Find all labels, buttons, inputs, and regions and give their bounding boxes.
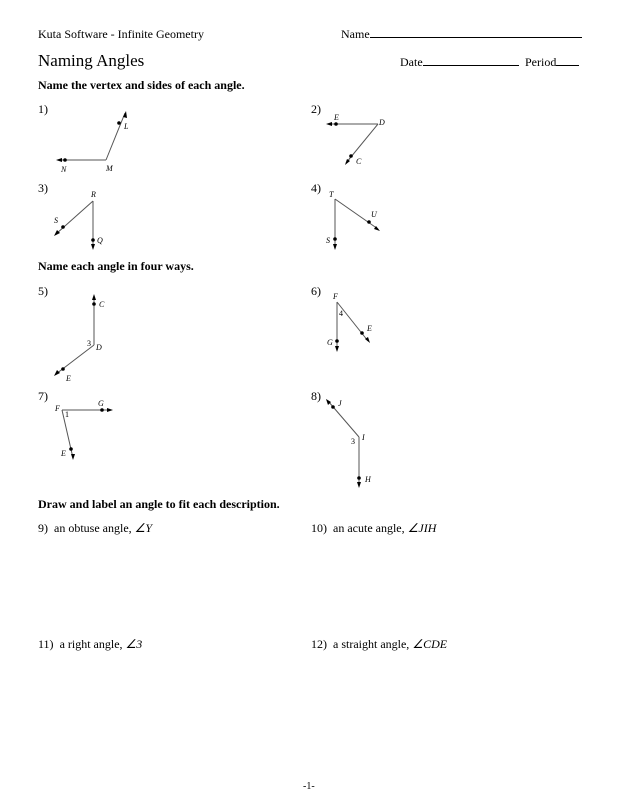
page-title: Naming Angles — [38, 51, 145, 70]
problem-text: a right angle, — [59, 637, 123, 651]
period-label: Period — [525, 55, 557, 69]
angle-number: 3 — [87, 339, 91, 348]
label-vertex: F — [55, 404, 60, 413]
label-e: E — [367, 324, 372, 333]
label-vertex: D — [96, 343, 102, 352]
label-j: J — [338, 399, 342, 408]
label-g: G — [327, 338, 333, 347]
problem-12 — [311, 637, 447, 652]
publisher-line: Kuta Software - Infinite Geometry — [38, 27, 204, 41]
problem-number: 12) — [311, 637, 327, 651]
label-u: U — [371, 210, 377, 219]
label-vertex: T — [329, 190, 334, 199]
angle-name: ∠3 — [125, 637, 143, 651]
problem-11 — [38, 637, 142, 652]
label-h: H — [365, 475, 371, 484]
problem-number: 8) — [311, 389, 321, 403]
label-g: G — [98, 399, 104, 408]
problem-number: 9) — [38, 521, 48, 535]
label-vertex: M — [106, 164, 113, 173]
angle-number: 3 — [351, 437, 355, 446]
name-label: Name — [341, 27, 370, 41]
problem-text: an acute angle, — [333, 521, 405, 535]
angle-number: 1 — [65, 410, 69, 419]
arrowhead — [357, 482, 361, 488]
label-vertex: I — [362, 433, 365, 442]
problem-number: 6) — [311, 284, 321, 298]
problem-9 — [38, 521, 152, 536]
problem-text: an obtuse angle, — [54, 521, 132, 535]
section-heading-draw-label: Draw and label an angle to fit each description. — [38, 497, 280, 511]
angle-name: ∠JIH — [407, 521, 437, 535]
problem-number: 11) — [38, 637, 54, 651]
date-label: Date — [400, 55, 423, 69]
label-c: C — [356, 157, 362, 166]
section-heading-vertex-sides: Name the vertex and sides of each angle. — [38, 78, 245, 92]
problem-text: a straight angle, — [333, 637, 410, 651]
label-s: S — [54, 216, 58, 225]
label-l: L — [124, 122, 129, 131]
label-n: N — [61, 165, 67, 174]
page-number: -1- — [303, 781, 315, 792]
angle-name: ∠Y — [134, 521, 153, 535]
point-h — [357, 476, 361, 480]
label-vertex: R — [91, 190, 96, 199]
problem-number: 3) — [38, 181, 48, 195]
problem-number: 4) — [311, 181, 321, 195]
label-e: E — [334, 113, 339, 122]
label-vertex: D — [379, 118, 385, 127]
problem-number: 1) — [38, 102, 48, 116]
point-j — [331, 405, 335, 409]
label-vertex: F — [333, 292, 338, 301]
label-e: E — [66, 374, 71, 383]
label-q: Q — [97, 236, 103, 245]
angle-name: ∠CDE — [412, 637, 448, 651]
label-s: S — [326, 236, 330, 245]
problem-10 — [311, 521, 436, 536]
problem-number: 10) — [311, 521, 327, 535]
problem-number: 2) — [311, 102, 321, 116]
problem-number: 7) — [38, 389, 48, 403]
problem-number: 5) — [38, 284, 48, 298]
label-c: C — [99, 300, 105, 309]
label-e: E — [61, 449, 66, 458]
section-heading-four-ways: Name each angle in four ways. — [38, 259, 194, 273]
angle-number: 4 — [339, 309, 343, 318]
